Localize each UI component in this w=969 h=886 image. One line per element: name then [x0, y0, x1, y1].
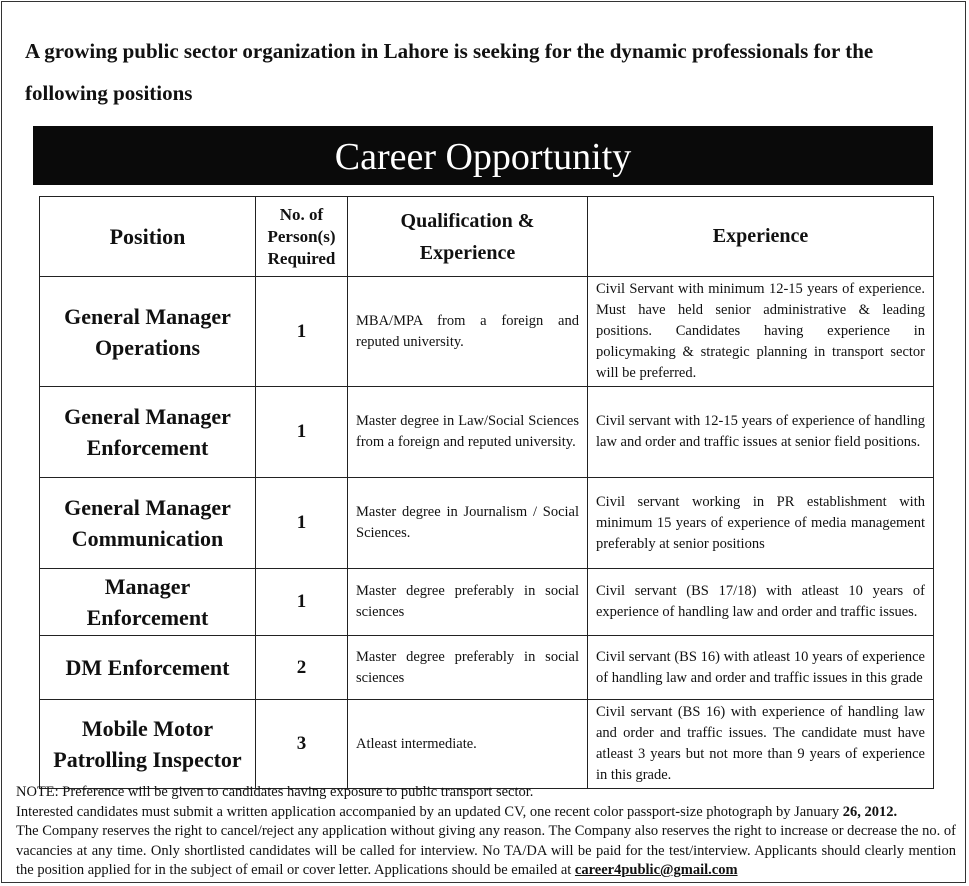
header-position: Position [40, 197, 256, 277]
deadline: 26, 2012. [842, 803, 898, 820]
qualification-cell: Master degree preferably in social sciences [348, 636, 588, 700]
qualification-cell: Master degree in Journalism / Social Sciences. [348, 478, 588, 569]
count-cell: 1 [256, 277, 348, 387]
header-qualification: Qualification & Experience [348, 197, 588, 277]
terms-text: The Company reserves the right to cancel/reject any application without giving any reason. The Company also reserves the right to increase or decrease the no. of vacancies at any time. Only shortlisted candidates will be called for interview. No TA/DA will be paid for the test/interview. Applicants should clearly mention the position applied for in the subject of email or cover letter. Applications should be emailed at [16, 823, 956, 878]
qualification-cell: Master degree in Law/Social Sciences from a foreign and reputed university. [348, 387, 588, 478]
table-row [40, 569, 934, 636]
header-experience: Experience [588, 197, 934, 277]
table-row [40, 277, 934, 387]
note-apply [16, 803, 956, 823]
count-cell: 1 [256, 478, 348, 569]
experience-cell: Civil servant (BS 16) with atleast 10 years of experience of handling law and order and traffic issues in this grade [588, 636, 934, 700]
count-cell: 1 [256, 569, 348, 636]
table-row [40, 636, 934, 700]
header-count: No. of Person(s) Required [256, 197, 348, 277]
count-cell: 3 [256, 700, 348, 789]
position-cell: General Manager Enforcement [40, 387, 256, 478]
count-cell: 1 [256, 387, 348, 478]
position-cell: Manager Enforcement [40, 569, 256, 636]
table-row [40, 700, 934, 789]
experience-cell: Civil Servant with minimum 12-15 years of experience. Must have held senior administrative & leading positions. Candidates having experience in policymaking & strategic planning in transport sector will be preferred. [588, 277, 934, 387]
position-cell: Mobile Motor Patrolling Inspector [40, 700, 256, 789]
qualification-cell: Master degree preferably in social sciences [348, 569, 588, 636]
apply-text: Interested candidates must submit a written application accompanied by an updated CV, one recent color passport-size photograph by January [16, 803, 840, 820]
position-cell: General Manager Operations [40, 277, 256, 387]
experience-cell: Civil servant working in PR establishment with minimum 15 years of experience of media management preferably at senior positions [588, 478, 934, 569]
table-row [40, 387, 934, 478]
note-preference: NOTE: Preference will be given to candidates having exposure to public transport sector. [16, 784, 534, 800]
career-opportunity-banner: Career Opportunity [33, 126, 933, 185]
experience-cell: Civil servant (BS 17/18) with atleast 10 years of experience of handling law and order and traffic issues. [588, 569, 934, 636]
experience-cell: Civil servant with 12-15 years of experience of handling law and order and traffic issues at senior field positions. [588, 387, 934, 478]
experience-cell: Civil servant (BS 16) with experience of handling law and order and traffic issues. The candidate must have atleast 3 years but not more than 9 years of experience in this grade. [588, 700, 934, 789]
note-terms [16, 822, 956, 881]
notes [16, 783, 956, 881]
count-cell: 2 [256, 636, 348, 700]
table-row [40, 478, 934, 569]
position-cell: DM Enforcement [40, 636, 256, 700]
qualification-cell: MBA/MPA from a foreign and reputed university. [348, 277, 588, 387]
qualification-cell: Atleast intermediate. [348, 700, 588, 789]
position-cell: General Manager Communication [40, 478, 256, 569]
intro-text: A growing public sector organization in Lahore is seeking for the dynamic professionals for the following positions [25, 39, 874, 105]
email-link[interactable]: career4public@gmail.com [574, 862, 738, 878]
positions-table [39, 196, 934, 789]
table-header-row [40, 197, 934, 277]
